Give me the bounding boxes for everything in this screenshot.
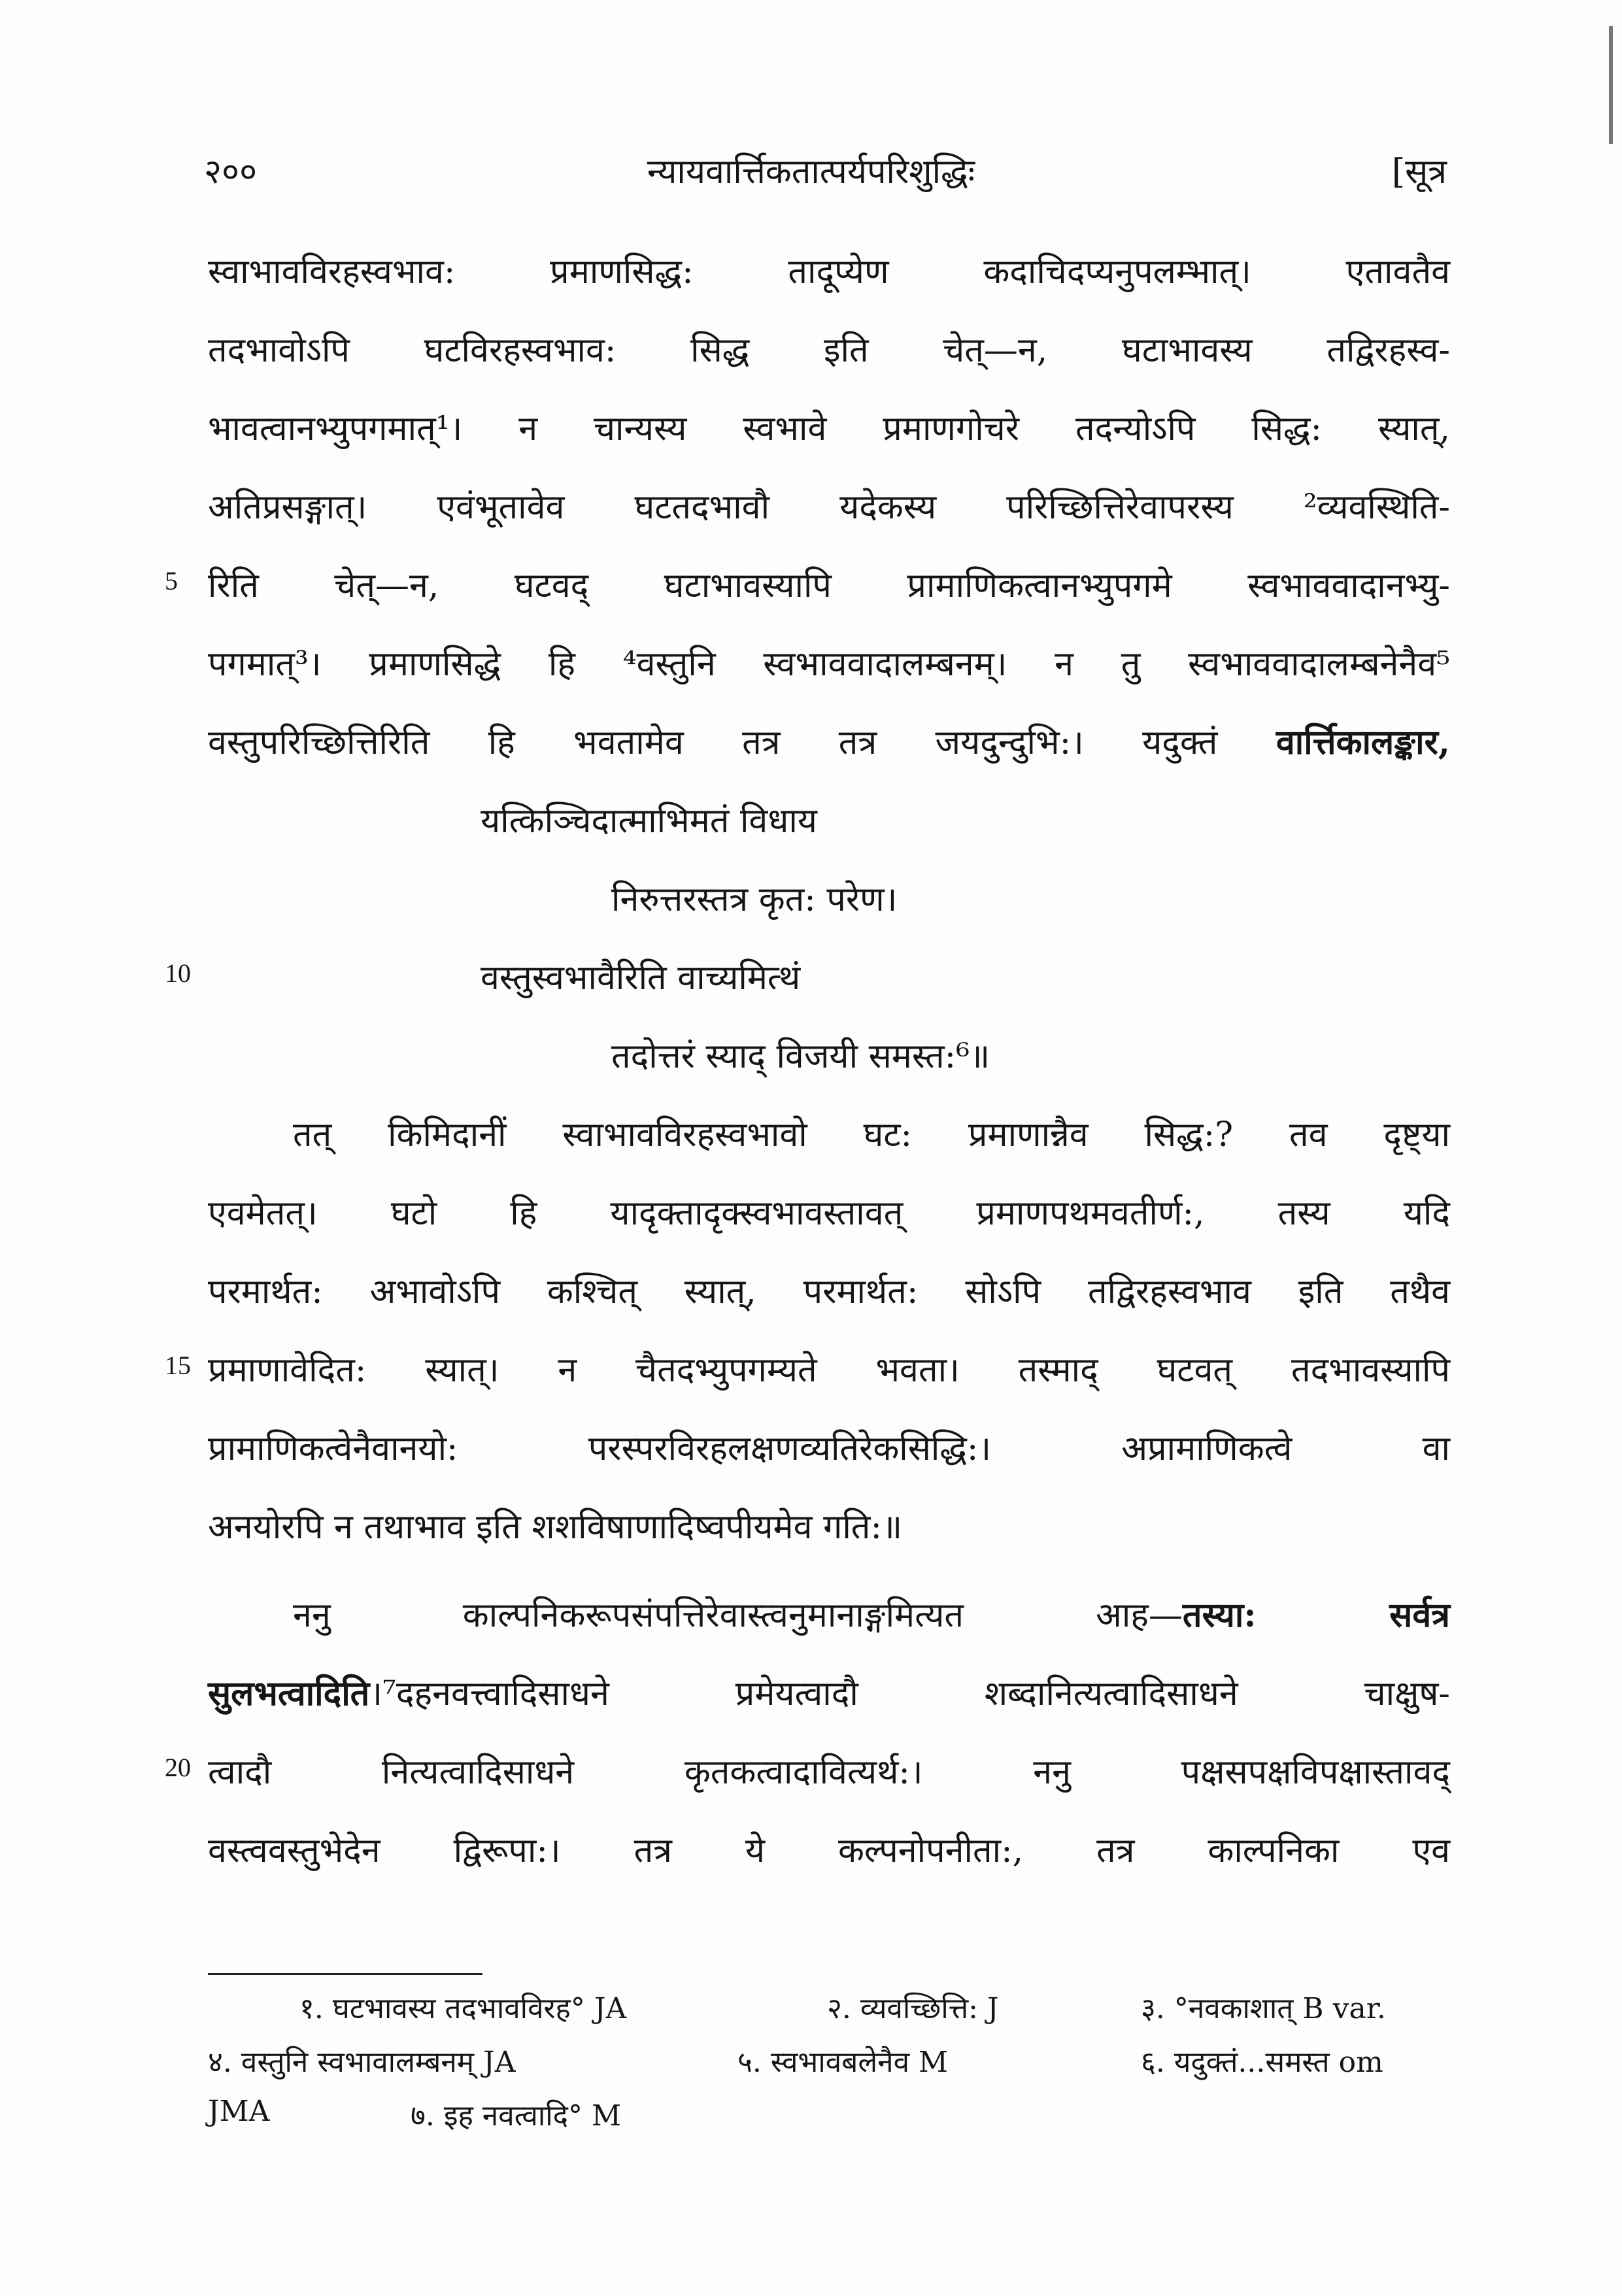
footnote-6-continued: JMA <box>208 2095 270 2128</box>
text-line-9: एवमेतत्। घटो हि यादृक्तादृक्स्वभावस्तावत् प्रमाणपथमवतीर्ण:, तस्य यदि <box>208 1194 1450 1233</box>
text-line-13: अनयोरपि न तथाभाव इति शशविषाणादिष्वपीयमेव गति:॥ <box>208 1508 903 1547</box>
line-number-10: 10 <box>165 958 191 988</box>
text-line-6: पगमात्³। प्रमाणसिद्धे हि ⁴वस्तुनि स्वभाववादालम्बनम्। न तु स्वभाववादालम्बनेनैव⁵ <box>208 645 1450 684</box>
footnote-6: ६. यदुक्तं...समस्त om <box>1141 2046 1383 2079</box>
text-line-11: प्रमाणावेदित: स्यात्। न चैतदभ्युपगम्यते भवता। तस्माद् घटवत् तदभावस्यापि <box>208 1351 1450 1390</box>
footnote-5: ५. स्वभावबलेनैव M <box>737 2046 949 2079</box>
bold-tasyah-sarvatra: तस्या: सर्वत्र <box>1182 1595 1450 1635</box>
text-line-16: त्वादौ नित्यत्वादिसाधने कृतकत्वादावित्यर्थ:। ननु पक्षसपक्षविपक्षास्तावद् <box>208 1753 1450 1792</box>
footnote-4: ४. वस्तुनि स्वभावालम्बनम् JA <box>208 2046 516 2079</box>
text-line-10: परमार्थत: अभावोऽपि कश्चित् स्यात्, परमार्थत: सोऽपि तद्विरहस्वभाव इति तथैव <box>208 1272 1450 1311</box>
section-label: [सूत्र <box>1391 152 1447 192</box>
text-line-4: अतिप्रसङ्गात्। एवंभूतावेव घटतदभावौ यदेकस्य परिच्छित्तिरेवापरस्य ²व्यवस्थिति- <box>208 488 1450 527</box>
running-title: न्यायवार्त्तिकतात्पर्यपरिशुद्धिः <box>647 152 975 192</box>
verse-line-2: निरुत्तरस्तत्र कृत: परेण। <box>611 880 898 919</box>
verse-line-3: वस्तुस्वभावैरिति वाच्यमित्थं <box>481 958 801 998</box>
bold-varttikalankara: वार्त्तिकालङ्कार, <box>1276 722 1451 762</box>
text-line-1: स्वाभावविरहस्वभाव: प्रमाणसिद्ध: तादूप्येण कदाचिदप्यनुपलम्भात्। एतावतैव <box>208 252 1450 292</box>
line-number-15: 15 <box>165 1351 191 1380</box>
text-line-17: वस्त्ववस्तुभेदेन द्विरूपा:। तत्र ये कल्पनोपनीता:, तत्र काल्पनिका एव <box>208 1831 1450 1870</box>
text-line-15 <box>208 1669 1450 1715</box>
text-line-14 <box>293 1591 1450 1637</box>
footnote-3: ३. °नवकाशात् B var. <box>1141 1992 1386 2025</box>
page-edge-mark <box>1609 26 1613 144</box>
text-line-8: तत् किमिदानीं स्वाभावविरहस्वभावो घट: प्रमाणान्नैव सिद्ध:? तव दृष्ट्या <box>293 1115 1450 1155</box>
text-line-2: तदभावोऽपि घटविरहस्वभाव: सिद्ध इति चेत्—न, घटाभावस्य तद्विरहस्व- <box>208 331 1450 370</box>
text-line-12: प्रामाणिकत्वेनैवानयो: परस्परविरहलक्षणव्यतिरेकसिद्धि:। अप्रामाणिकत्वे वा <box>208 1429 1450 1468</box>
text-line-14-plain: ननु काल्पनिकरूपसंपत्तिरेवास्त्वनुमानाङ्गमित्यत आह— <box>293 1596 1183 1635</box>
verse-line-1: यत्किञ्चिदात्माभिमतं विधाय <box>481 802 817 841</box>
text-line-5: रिति चेत्—न, घटवद् घटाभावस्यापि प्रामाणिकत्वानभ्युपगमे स्वभाववादानभ्यु- <box>208 566 1450 605</box>
footnote-1: १. घटभावस्य तदभावविरह° JA <box>299 1992 627 2025</box>
text-line-15-plain: ।⁷दहनवत्त्वादिसाधने प्रमेयत्वादौ शब्दानित्यत्वादिसाधने चाक्षुष- <box>369 1674 1450 1714</box>
text-line-7 <box>208 718 1450 764</box>
line-number-5: 5 <box>165 566 178 596</box>
text-line-7-plain: वस्तुपरिच्छित्तिरिति हि भवतामेव तत्र तत्र जयदुन्दुभि:। यदुक्तं <box>208 723 1218 762</box>
footnote-rule <box>208 1973 482 1975</box>
bold-sulabhatvaditi: सुलभत्वादिति <box>208 1674 370 1714</box>
verse-line-4: तदोत्तरं स्याद् विजयी समस्त:⁶॥ <box>611 1037 990 1076</box>
footnote-2: २. व्यवच्छित्ति: J <box>827 1992 999 2025</box>
page-number: २०० <box>204 152 258 192</box>
line-number-20: 20 <box>165 1753 191 1782</box>
text-line-3: भावत्वानभ्युपगमात्¹। न चान्यस्य स्वभावे प्रमाणगोचरे तदन्योऽपि सिद्ध: स्यात्, <box>208 409 1450 448</box>
footnote-7: ७. इह नवत्वादि° M <box>411 2099 622 2133</box>
